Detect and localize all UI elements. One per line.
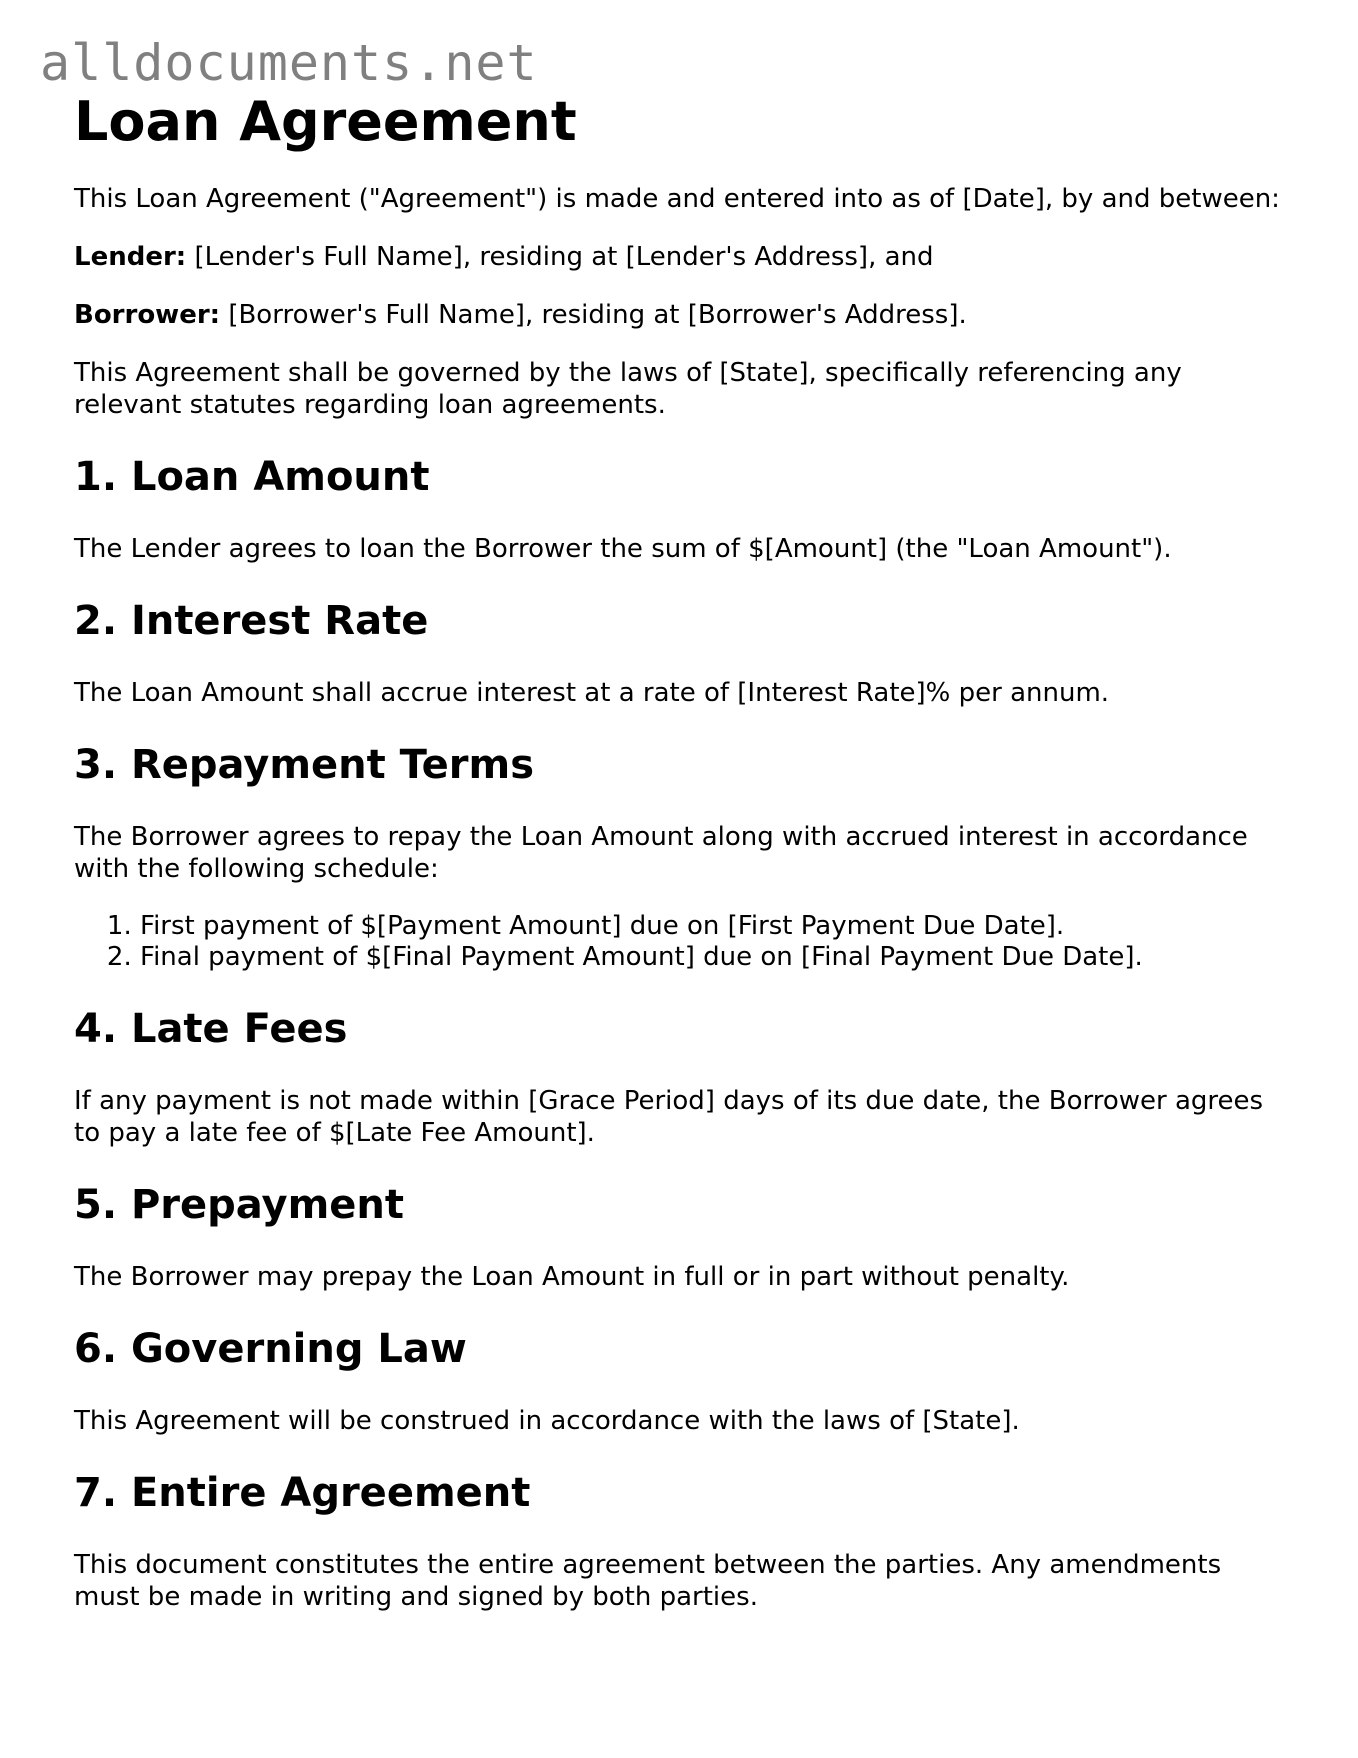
section-prepayment (74, 1181, 1294, 1293)
section-repayment-terms (74, 741, 1294, 973)
section-interest-rate (74, 597, 1294, 709)
lender-label: Lender: (74, 241, 187, 272)
lender-paragraph (74, 241, 1294, 273)
intro-paragraph: This Loan Agreement ("Agreement") is made and entered into as of [Date], by and between: (74, 183, 1280, 214)
list-item: 1. First payment of $[Payment Amount] due on [First Payment Due Date]. (140, 911, 1294, 942)
section-body: This Agreement will be construed in accordance with the laws of [State]. (74, 1405, 1020, 1436)
document-page (74, 90, 1294, 1613)
section-heading: 4. Late Fees (74, 1005, 348, 1052)
section-loan-amount (74, 453, 1294, 565)
watermark: alldocuments.net (40, 34, 538, 92)
document-title: Loan Agreement (74, 90, 577, 153)
section-body: The Borrower may prepay the Loan Amount in full or in part without penalty. (74, 1261, 1070, 1292)
borrower-paragraph (74, 299, 1294, 331)
section-body: The Lender agrees to loan the Borrower the sum of $[Amount] (the "Loan Amount"). (74, 533, 1172, 564)
section-body: The Borrower agrees to repay the Loan Amount along with accrued interest in accordance with the following schedule: (74, 821, 1248, 884)
section-late-fees (74, 1005, 1294, 1149)
section-body: If any payment is not made within [Grace Period] days of its due date, the Borrower agrees to pay a late fee of $[Late Fee Amount]. (74, 1085, 1264, 1148)
section-heading: 1. Loan Amount (74, 453, 430, 500)
section-heading: 2. Interest Rate (74, 597, 429, 644)
borrower-text: [Borrower's Full Name], residing at [Borrower's Address]. (220, 299, 967, 330)
section-heading: 7. Entire Agreement (74, 1469, 531, 1516)
section-heading: 6. Governing Law (74, 1325, 467, 1372)
payment-schedule-list (74, 911, 1294, 973)
section-entire-agreement (74, 1469, 1294, 1613)
governing-intro-paragraph: This Agreement shall be governed by the laws of [State], specifically referencing any relevant statutes regarding loan agreements. (74, 357, 1182, 420)
section-body: This document constitutes the entire agreement between the parties. Any amendments must be made in writing and signed by both parties. (74, 1549, 1222, 1612)
section-body: The Loan Amount shall accrue interest at a rate of [Interest Rate]% per annum. (74, 677, 1110, 708)
section-heading: 3. Repayment Terms (74, 741, 534, 788)
lender-text: [Lender's Full Name], residing at [Lender's Address], and (186, 241, 934, 272)
section-governing-law (74, 1325, 1294, 1437)
section-heading: 5. Prepayment (74, 1181, 404, 1228)
list-item: 2. Final payment of $[Final Payment Amount] due on [Final Payment Due Date]. (140, 942, 1294, 973)
borrower-label: Borrower: (74, 299, 221, 330)
